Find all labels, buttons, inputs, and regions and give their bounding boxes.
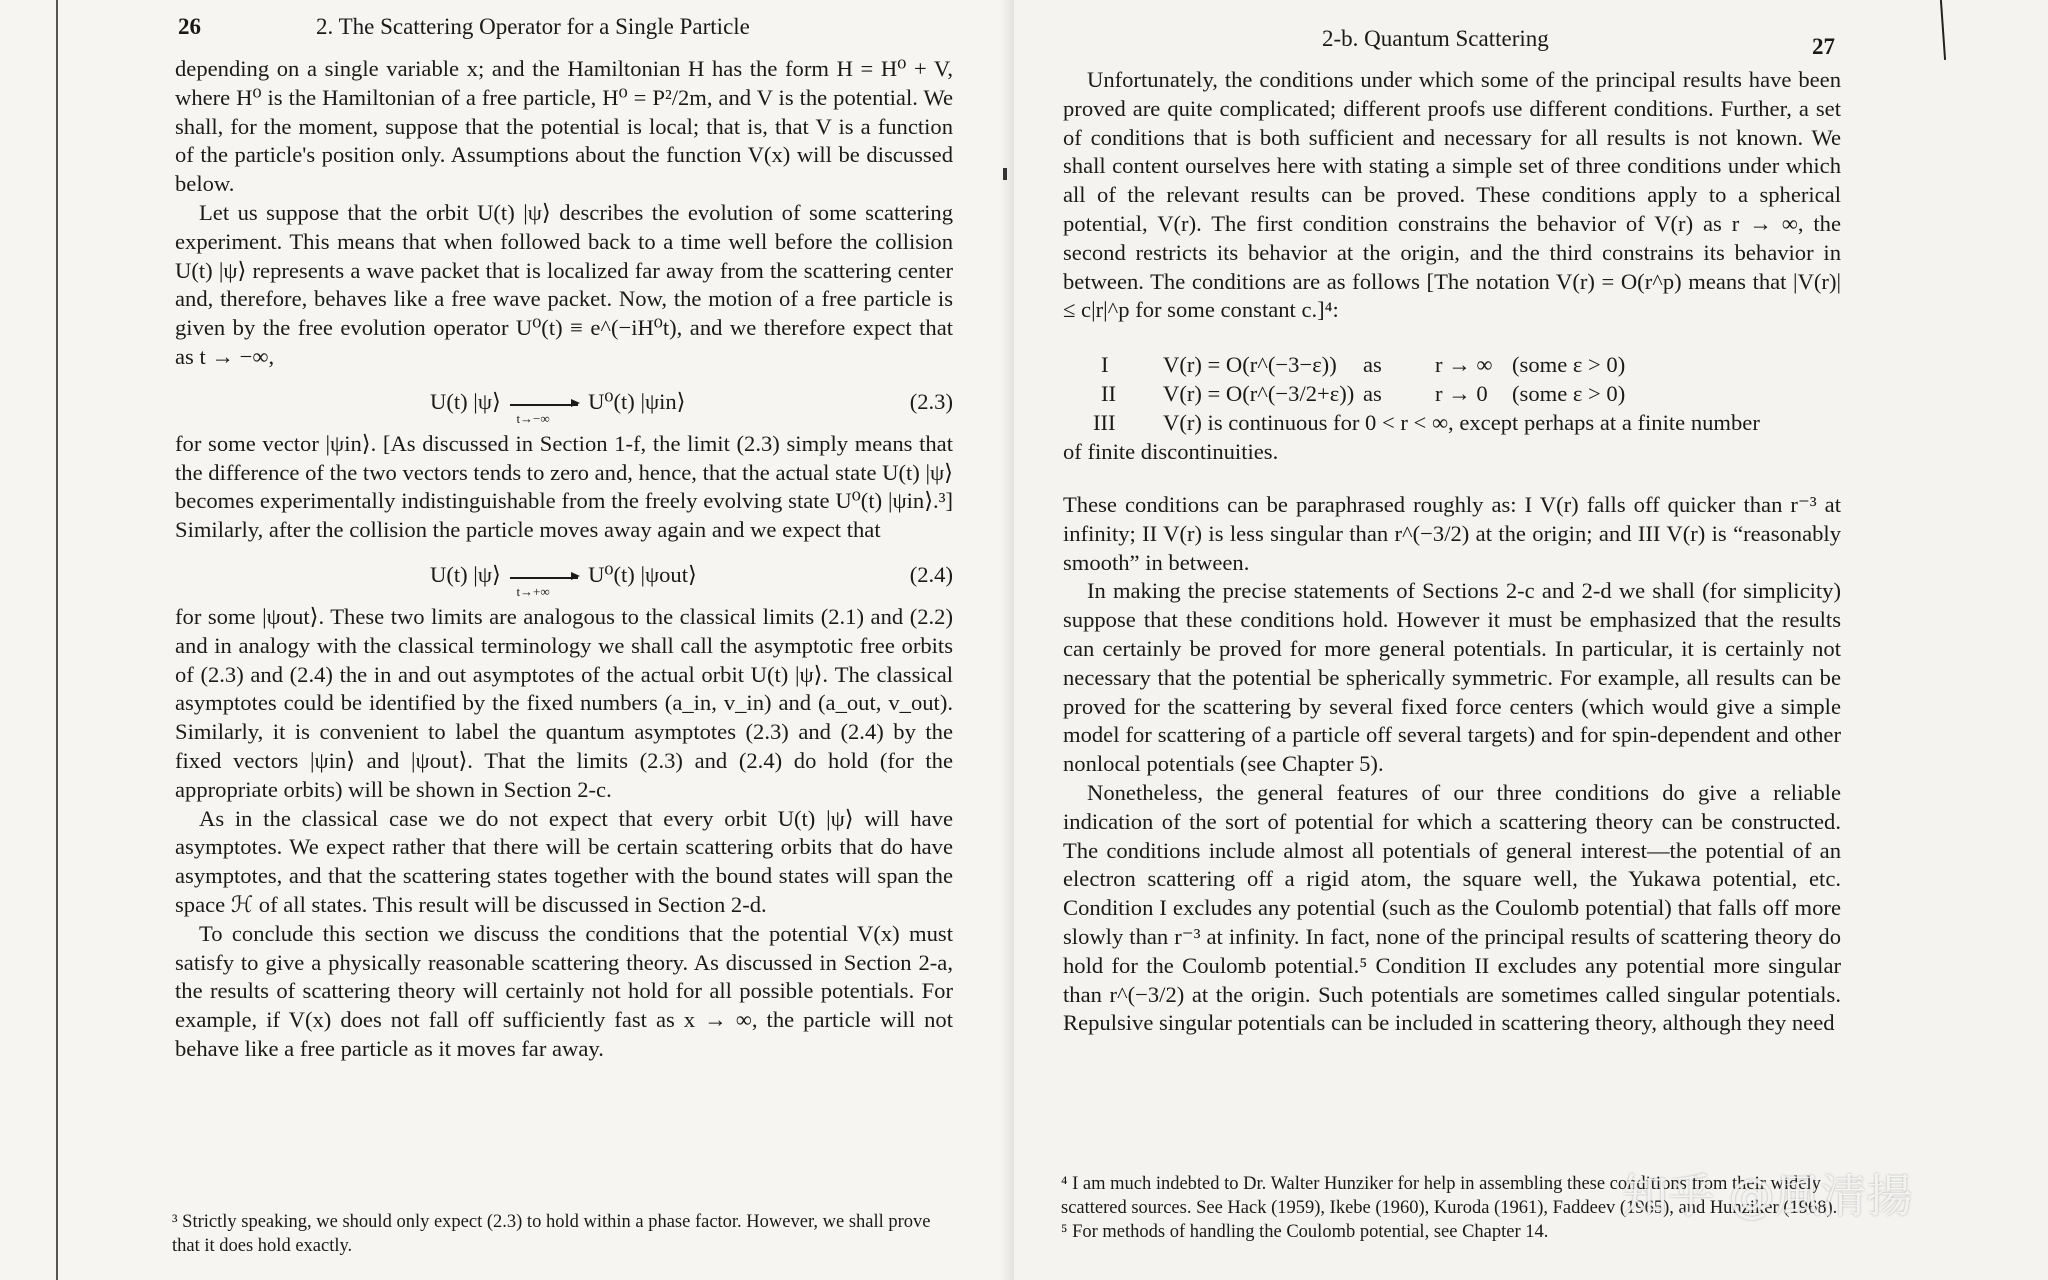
equation-2-4-limit: t→+∞ bbox=[516, 583, 550, 599]
right-page-number: 27 bbox=[1812, 34, 1835, 59]
condition-row bbox=[1063, 351, 1841, 380]
footnote-4: ⁴ I am much indebted to Dr. Walter Hunziker for help in assembling these conditions from their widely scattered sources. See Hack (1959), Ikebe (1960), Kuroda (1961), Faddeev (1965), and Hunziker (1968). bbox=[1061, 1174, 1838, 1218]
condition-number: III bbox=[1093, 410, 1116, 436]
equation-2-3-lhs: U(t) |ψ⟩ bbox=[430, 388, 501, 414]
condition-note: (some ε > 0) bbox=[1512, 352, 1626, 378]
condition-row bbox=[1063, 380, 1841, 409]
condition-expression: V(r) = O(r^(−3−ε)) bbox=[1163, 352, 1337, 378]
condition-number: I bbox=[1101, 352, 1109, 378]
condition-number: II bbox=[1101, 381, 1117, 407]
equation-2-3-limit: t→−∞ bbox=[516, 410, 550, 426]
equation-2-4 bbox=[175, 545, 953, 603]
condition-limit: r → 0 bbox=[1435, 381, 1488, 407]
margin-mark bbox=[1003, 168, 1007, 180]
equation-2-4-number: (2.4) bbox=[909, 561, 953, 587]
right-paragraph-4: Nonetheless, the general features of our three conditions do give a reliable indication of the sort of potential for which a scattering theory can be constructed. The conditions include almost all potentials of general interest—the potential of an electron scattering off a rigid atom, the square well, the Yukawa potential, etc. Condition I excludes any potential (such as the Coulomb potential) that falls off more slowly than r⁻³ at infinity. In fact, none of the principal results of scattering theory do hold for the Coulomb potential.⁵ Condition II excludes any potential more singular than r^(−3/2) at the origin. Such potentials are sometimes called singular potentials. Repulsive singular potentials can be included in scattering theory, although they need bbox=[1063, 779, 1841, 1036]
left-page bbox=[0, 0, 1014, 1280]
left-running-head: 2. The Scattering Operator for a Single Particle bbox=[316, 14, 750, 39]
watermark: 知乎 @風清揚 bbox=[1622, 1169, 1913, 1223]
left-paragraph-3: for some vector |ψin⟩. [As discussed in Section 1-f, the limit (2.3) simply means that the difference of the two vectors tends to zero and, hence, that the actual state U(t) |ψ⟩ becomes experimentally indistinguishable from the freely evolving state U⁰(t) |ψin⟩.³] Similarly, after the collision the particle moves away again and we expect that bbox=[175, 430, 953, 543]
condition-note: (some ε > 0) bbox=[1512, 381, 1626, 407]
condition-as: as bbox=[1363, 352, 1382, 378]
left-paragraph-6: To conclude this section we discuss the conditions that the potential V(x) must satisfy to give a physically reasonable scattering theory. As discussed in Section 2-a, the results of scattering theory will certainly not hold for all possible potentials. For example, if V(x) does not fall off sufficiently fast as x → ∞, the particle will not behave like a free particle as it moves far away. bbox=[175, 920, 953, 1061]
conditions-list bbox=[1063, 351, 1841, 467]
equation-2-4-rhs: U⁰(t) |ψout⟩ bbox=[588, 561, 697, 587]
condition-continuation: of finite discontinuities. bbox=[1063, 439, 1279, 465]
left-paragraph-4: for some |ψout⟩. These two limits are analogous to the classical limits (2.1) and (2.2) and in analogy with the classical terminology we shall call the asymptotic free orbits of (2.3) and (2.4) the in and out asymptotes of the actual orbit U(t) |ψ⟩. The classical asymptotes could be identified by the fixed numbers (a_in, v_in) and (a_out, v_out). Similarly, it is convenient to label the quantum asymptotes (2.3) and (2.4) by the fixed vectors |ψin⟩ and |ψout⟩. That the limits (2.3) and (2.4) do hold (for the appropriate orbits) will be shown in Section 2-c. bbox=[175, 603, 953, 802]
right-page bbox=[1014, 0, 2048, 1280]
equation-2-3-number: (2.3) bbox=[909, 388, 953, 414]
left-paragraph-1: depending on a single variable x; and the Hamiltonian H has the form H = H⁰ + V, where H⁰ is the Hamiltonian of a free particle, H⁰ = P²/2m, and V is the potential. We shall, for the moment, suppose that the potential is local; that is, that V is a function of the particle's position only. Assumptions about the function V(x) will be discussed below. bbox=[175, 56, 953, 197]
equation-2-3 bbox=[175, 372, 953, 430]
left-text-column bbox=[175, 55, 953, 1064]
left-footnote: ³ Strictly speaking, we should only expect (2.3) to hold within a phase factor. However, we shall prove that it does hold exactly. bbox=[172, 1212, 931, 1256]
limit-arrow bbox=[510, 575, 578, 599]
right-paragraph-2: These conditions can be paraphrased roughly as: I V(r) falls off quicker than r⁻³ at infinity; II V(r) is less singular than r^(−3/2) at the origin; and III V(r) is “reasonably smooth” in between. bbox=[1063, 491, 1841, 575]
left-paragraph-5: As in the classical case we do not expect that every orbit U(t) |ψ⟩ will have asymptotes. We expect rather that there will be certain scattering orbits that do have asymptotes, and that the scattering states together with the bound states will span the space ℋ of all states. This result will be discussed in Section 2-d. bbox=[175, 805, 953, 917]
equation-2-4-lhs: U(t) |ψ⟩ bbox=[430, 561, 501, 587]
footnote-5: ⁵ For methods of handling the Coulomb potential, see Chapter 14. bbox=[1061, 1222, 1549, 1242]
right-paragraph-1: Unfortunately, the conditions under which some of the principal results have been proved are quite complicated; different proofs use different conditions. Further, a set of conditions that is both sufficient and necessary for all results is not known. We shall content ourselves here with stating a simple set of three conditions under which all of the relevant results can be proved. These conditions apply to a spherical potential, V(r). The first condition constrains the behavior of V(r) as r → ∞, the second restricts its behavior at the origin, and the third constrains its behavior in between. The conditions are as follows [The notation V(r) = O(r^p) means that |V(r)| ≤ c|r|^p for some constant c.]⁴: bbox=[1063, 67, 1841, 323]
left-paragraph-2: Let us suppose that the orbit U(t) |ψ⟩ describes the evolution of some scattering experiment. This means that when followed back to a time well before the collision U(t) |ψ⟩ represents a wave packet that is localized far away from the scattering center and, therefore, behaves like a free wave packet. Now, the motion of a free particle is given by the free evolution operator U⁰(t) ≡ e^(−iH⁰t), and we therefore expect that as t → −∞, bbox=[175, 199, 953, 369]
page-edge-line bbox=[56, 0, 58, 1280]
condition-expression: V(r) is continuous for 0 < r < ∞, except perhaps at a finite number bbox=[1163, 410, 1760, 436]
condition-expression: V(r) = O(r^(−3/2+ε)) bbox=[1163, 381, 1355, 407]
condition-as: as bbox=[1363, 381, 1382, 407]
left-page-number: 26 bbox=[178, 14, 201, 39]
right-text-column bbox=[1063, 66, 1841, 1038]
condition-limit: r → ∞ bbox=[1435, 352, 1493, 378]
right-paragraph-3: In making the precise statements of Sections 2-c and 2-d we shall (for simplicity) suppose that these conditions hold. However it must be emphasized that the results can certainly be proved for more general potentials. In particular, it is certainly not necessary that the potential be spherically symmetric. For example, all results can be proved for the scattering by several fixed force centers (which would give a simple model for scattering of a particle off several targets) and for spin-dependent and other nonlocal potentials (see Chapter 5). bbox=[1063, 578, 1841, 777]
condition-row bbox=[1063, 409, 1841, 438]
equation-2-3-rhs: U⁰(t) |ψin⟩ bbox=[588, 388, 686, 414]
limit-arrow bbox=[510, 402, 578, 426]
right-running-head: 2-b. Quantum Scattering bbox=[1322, 26, 1549, 51]
